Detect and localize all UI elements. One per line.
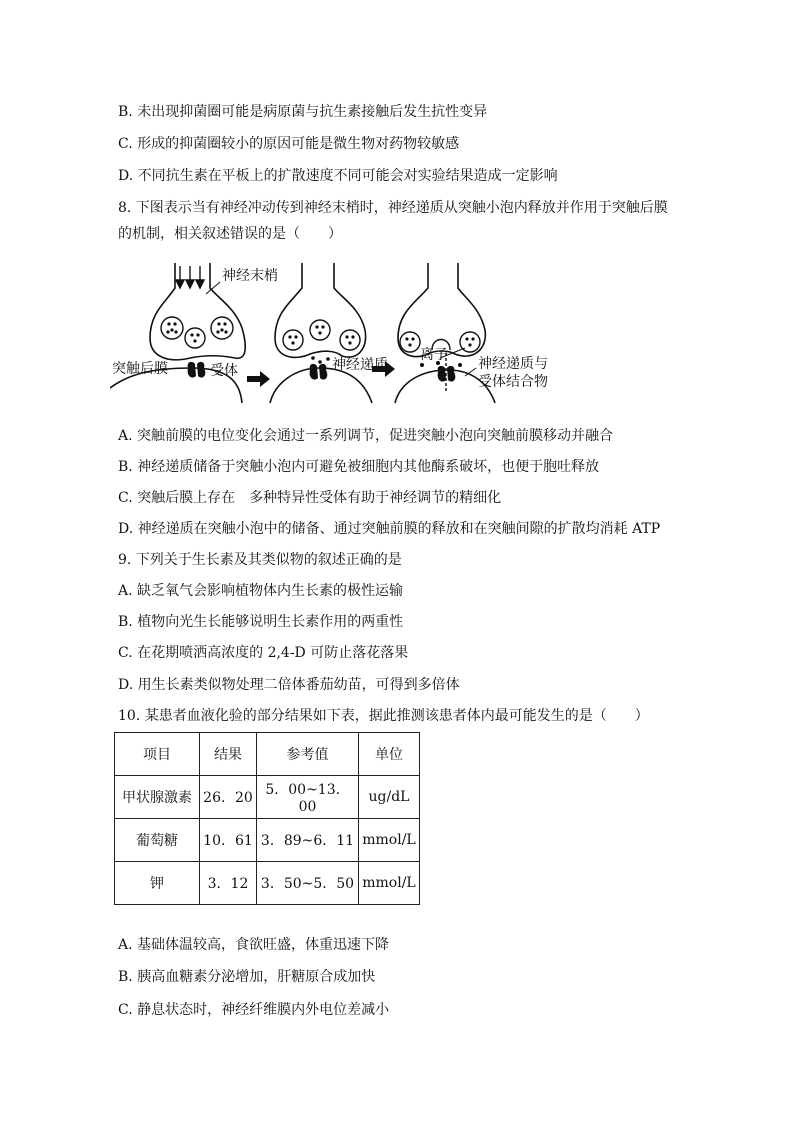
- q8-stem-line2: 的机制，相关叙述错误的是（ ）: [118, 226, 342, 242]
- vesicle: [161, 317, 183, 339]
- q8-stem-line1: 8. 下图表示当有神经冲动传到神经末梢时，神经递质从突触小泡内释放并作用于突触后膜: [118, 200, 668, 216]
- q10-stem: 10. 某患者血液化验的部分结果如下表，据此推测该患者体内最可能发生的是（ ）: [118, 708, 649, 724]
- table-cell: 26．20: [200, 776, 257, 819]
- presynaptic-terminal-3: [398, 263, 485, 357]
- q9-option-a: A. 缺乏氧气会影响植物体内生长素的极性运输: [118, 583, 404, 599]
- table-header-row: [115, 733, 420, 776]
- label-transmitter: 神经递质: [332, 357, 388, 373]
- table-header: 单位: [359, 733, 420, 776]
- table-cell: 葡萄糖: [115, 819, 200, 862]
- table-row: [115, 862, 420, 905]
- table-header: 项目: [115, 733, 200, 776]
- q10-option-a: A. 基础体温较高，食欲旺盛，体重迅速下降: [118, 937, 390, 953]
- table-cell: 5．00~13．00: [257, 776, 359, 819]
- table-cell: 10．61: [200, 819, 257, 862]
- q7-option-b: B. 未出现抑菌圈可能是病原菌与抗生素接触后发生抗性变异: [118, 104, 488, 120]
- vesicle: [340, 330, 360, 350]
- table-cell: 钾: [115, 862, 200, 905]
- q9-option-d: D. 用生长素类似物处理二倍体番茄幼苗，可得到多倍体: [118, 677, 460, 693]
- label-ion: 离子: [420, 347, 448, 363]
- vesicle: [310, 320, 330, 340]
- receptor-1: [188, 362, 206, 378]
- q7-option-c: C. 形成的抑菌圈较小的原因可能是微生物对药物较敏感: [118, 136, 460, 152]
- table-row: [115, 776, 420, 819]
- synapse-diagram: [110, 258, 580, 418]
- q8-option-c: C. 突触后膜上存在 多种特异性受体有助于神经调节的精细化: [118, 490, 502, 506]
- label-nerve-ending: 神经末梢: [222, 268, 278, 284]
- label-complex-2: 受体结合物: [478, 374, 548, 390]
- q8-option-d: D. 神经递质在突触小泡中的储备、通过突触前膜的释放和在突触间隙的扩散均消耗 ATP: [118, 521, 661, 537]
- q9-option-c: C. 在花期喷洒高浓度的 2,4-D 可防止落花落果: [118, 645, 409, 661]
- vesicle: [283, 330, 303, 350]
- q10-option-b: B. 胰高血糖素分泌增加，肝糖原合成加快: [118, 969, 376, 985]
- table-cell: mmol/L: [359, 862, 420, 905]
- table-row: [115, 819, 420, 862]
- blood-test-table: [114, 732, 420, 905]
- q9-option-b: B. 植物向光生长能够说明生长素作用的两重性: [118, 614, 404, 630]
- q7-option-d: D. 不同抗生素在平板上的扩散速度不同可能会对实验结果造成一定影响: [118, 168, 558, 184]
- q9-stem: 9. 下列关于生长素及其类似物的叙述正确的是: [118, 552, 402, 568]
- label-postsynaptic: 突触后膜: [112, 361, 168, 377]
- vesicle: [211, 317, 233, 339]
- vesicle: [400, 332, 420, 352]
- q8-option-a: A. 突触前膜的电位变化会通过一系列调节，促进突触小泡向突触前膜移动并融合: [118, 428, 614, 444]
- label-receptor: 受体: [210, 363, 238, 379]
- step-arrow-1: [247, 371, 270, 387]
- q8-option-b: B. 神经递质储备于突触小泡内可避免被细胞内其他酶系破坏，也便于胞吐释放: [118, 459, 600, 475]
- table-cell: 3．12: [200, 862, 257, 905]
- vesicle: [185, 328, 205, 348]
- table-cell: 甲状腺激素: [115, 776, 200, 819]
- table-header: 参考值: [257, 733, 359, 776]
- table-cell: ug/dL: [359, 776, 420, 819]
- receptor-2: [310, 364, 328, 380]
- table-header: 结果: [200, 733, 257, 776]
- table-cell: 3．50~5．50: [257, 862, 359, 905]
- table-cell: 3．89~6．11: [257, 819, 359, 862]
- table-cell: mmol/L: [359, 819, 420, 862]
- presynaptic-terminal-2: [275, 263, 366, 357]
- q10-option-c: C. 静息状态时，神经纤维膜内外电位差减小: [118, 1002, 390, 1018]
- label-complex-1: 神经递质与: [478, 356, 548, 372]
